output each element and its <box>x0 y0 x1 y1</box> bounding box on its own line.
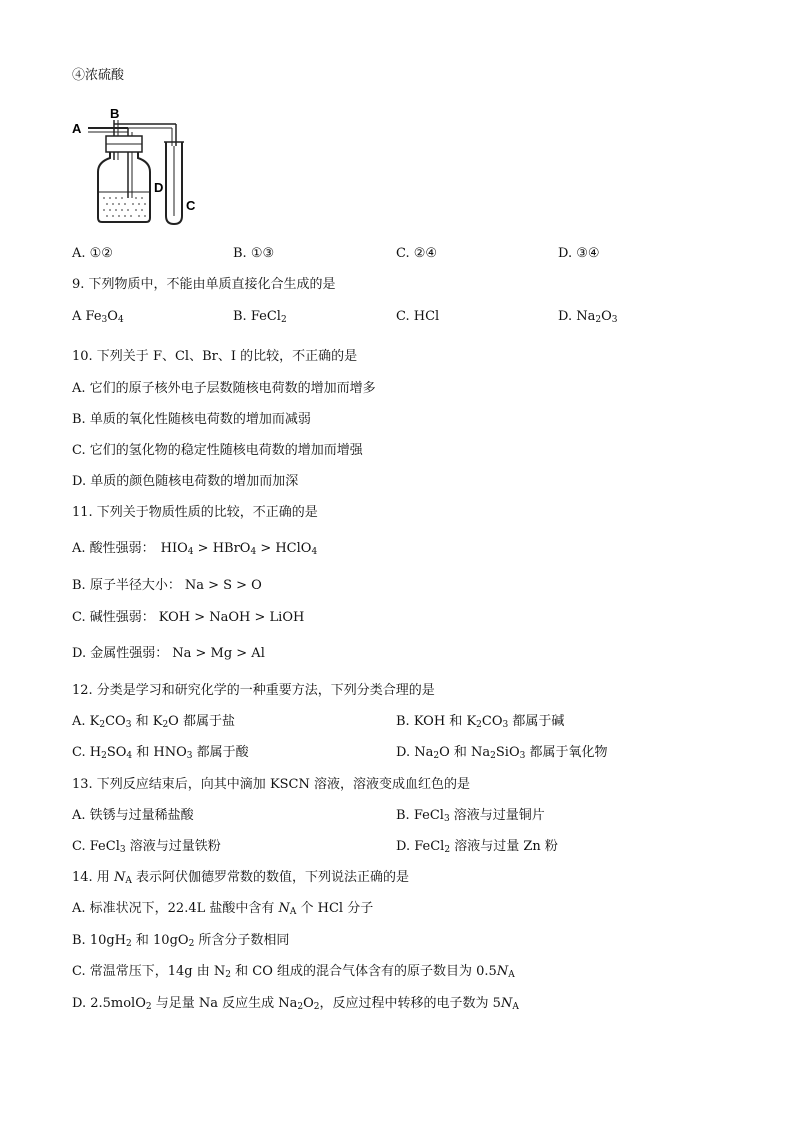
q13-option-d: D. FeCl$_2$ 溶液与过量 Zn 粉 <box>396 839 558 855</box>
q13-option-b: B. FeCl$_3$ 溶液与过量铜片 <box>396 808 545 824</box>
q11-option-d: D. 金属性强弱： Na > Mg > Al <box>72 646 265 661</box>
q12-option-c: C. $H_2SO_4$ 和 $HNO_3$ 都属于酸 <box>72 745 249 761</box>
q14-option-d: D. 2.5molO$_2$ 与足量 Na 反应生成 $Na_2O_2$，反应过程中转移的电子数为 $5N_A$ <box>72 996 519 1012</box>
q13-stem: 13. 下列反应结束后，向其中滴加 KSCN 溶液，溶液变成血红色的是 <box>72 777 471 792</box>
q9-option-c: C. HCl <box>396 309 440 324</box>
q9-stem: 9. 下列物质中，不能由单质直接化合生成的是 <box>72 277 336 292</box>
q8-option-a: A. ①② <box>72 246 113 261</box>
q12-stem: 12. 分类是学习和研究化学的一种重要方法，下列分类合理的是 <box>72 683 435 698</box>
item-4-label: ④浓硫酸 <box>72 68 125 83</box>
q11-stem: 11. 下列关于物质性质的比较，不正确的是 <box>72 505 318 520</box>
q14-option-a: A. 标准状况下，22.4L 盐酸中含有 $N_A$ 个 HCl 分子 <box>72 901 374 917</box>
q10-option-b: B. 单质的氧化性随核电荷数的增加而减弱 <box>72 412 311 427</box>
q8-option-d: D. ③④ <box>558 246 600 261</box>
q10-stem: 10. 下列关于 F、Cl、Br、I 的比较，不正确的是 <box>72 349 358 364</box>
q11-option-b: B. 原子半径大小： Na > S > O <box>72 578 262 593</box>
q8-option-c: C. ②④ <box>396 246 438 261</box>
label-b: B <box>110 106 120 121</box>
label-a: A <box>72 121 82 136</box>
q10-option-d: D. 单质的颜色随核电荷数的增加而加深 <box>72 474 299 489</box>
q12-option-b: B. KOH 和 $K_2CO_3$ 都属于碱 <box>396 714 565 730</box>
gas-apparatus-diagram <box>70 100 220 228</box>
q12-option-a: A. $K_2CO_3$ 和 $K_2O$ 都属于盐 <box>72 714 235 730</box>
q13-option-a: A. 铁锈与过量稀盐酸 <box>72 808 194 823</box>
q14-option-c: C. 常温常压下，14g 由 $N_2$ 和 CO 组成的混合气体含有的原子数目为 $0.5N_A$ <box>72 964 515 980</box>
q9-option-a: A $Fe_3O_4$ <box>72 309 124 325</box>
label-d: D <box>154 180 164 195</box>
q10-option-a: A. 它们的原子核外电子层数随核电荷数的增加而增多 <box>72 381 376 396</box>
q9-option-d: D. $Na_2O_3$ <box>558 309 618 325</box>
q14-option-b: B. $10gH_2$ 和 $10gO_2$ 所含分子数相同 <box>72 933 290 949</box>
q11-option-c: C. 碱性强弱： KOH > NaOH > LiOH <box>72 610 305 625</box>
label-c: C <box>186 198 196 213</box>
q11-option-a: A. 酸性强弱： $HIO_4$ > HBrO$_4$ > HClO$_4$ <box>72 541 318 557</box>
q13-option-c: C. FeCl$_3$ 溶液与过量铁粉 <box>72 839 221 855</box>
q10-option-c: C. 它们的氢化物的稳定性随核电荷数的增加而增强 <box>72 443 363 458</box>
q8-option-b: B. ①③ <box>233 246 275 261</box>
q14-stem: 14. 用 $N_A$ 表示阿伏伽德罗常数的数值，下列说法正确的是 <box>72 870 409 886</box>
q9-option-b: B. FeCl$_2$ <box>233 309 287 325</box>
q12-option-d: D. $Na_2O$ 和 $Na_2SiO_3$ 都属于氧化物 <box>396 745 608 761</box>
